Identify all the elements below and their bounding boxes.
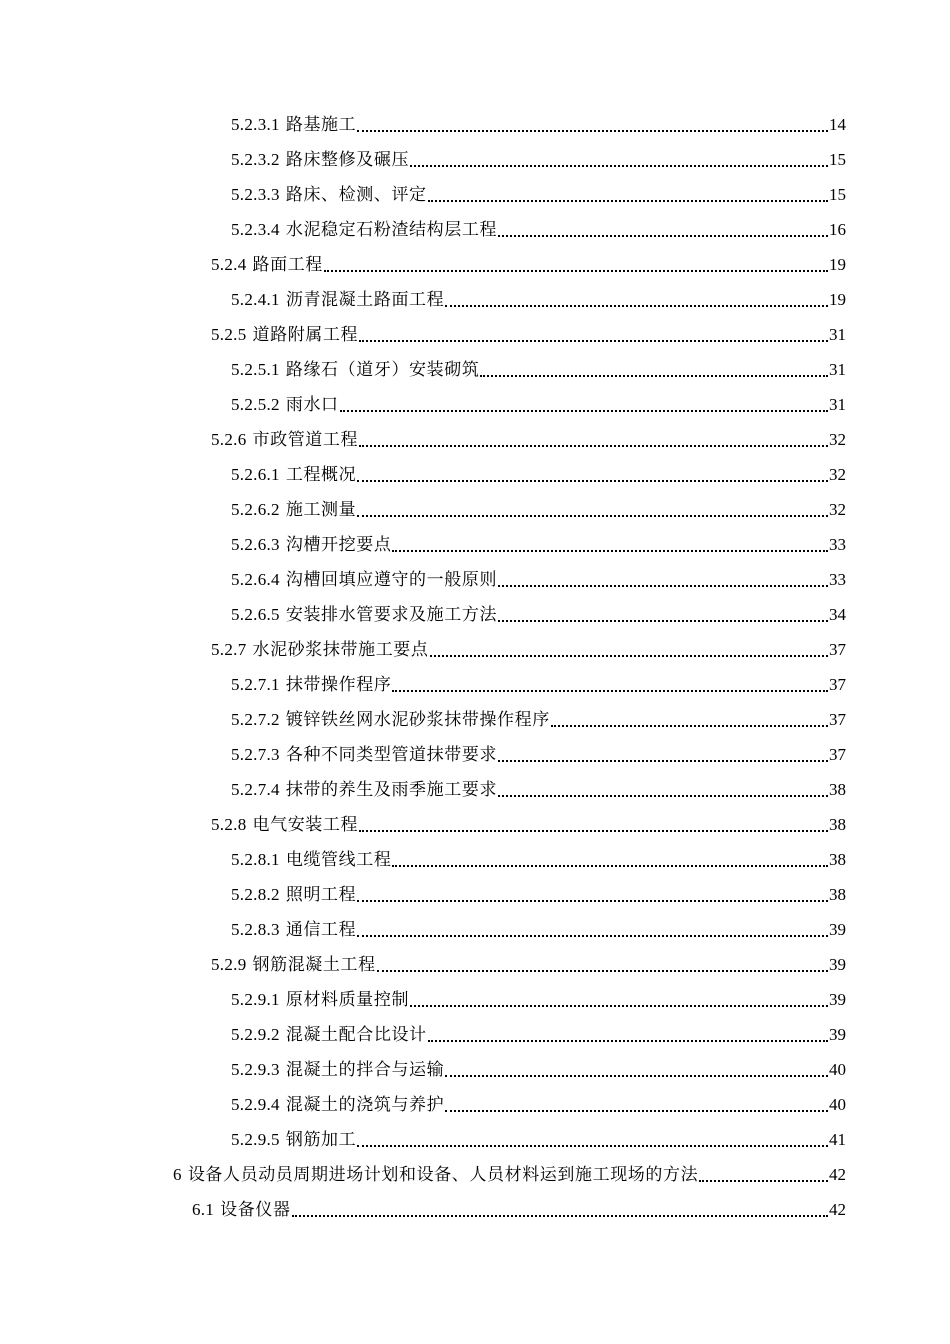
toc-dot-leader bbox=[357, 899, 828, 902]
toc-entry[interactable] bbox=[0, 562, 950, 597]
toc-entry-number: 5.2.8.1 bbox=[231, 850, 280, 869]
toc-entry-number: 5.2.6.5 bbox=[231, 605, 280, 624]
toc-entry-page-number: 37 bbox=[829, 640, 846, 659]
toc-dot-leader bbox=[359, 444, 828, 447]
toc-entry-title: 沟槽回填应遵守的一般原则 bbox=[285, 570, 498, 589]
toc-entry-page-number: 37 bbox=[829, 710, 846, 729]
toc-entry-title: 混凝土配合比设计 bbox=[285, 1025, 427, 1044]
toc-entry-number: 5.2.8.3 bbox=[231, 920, 280, 939]
toc-entry-page-number: 33 bbox=[829, 535, 846, 554]
toc-entry-page-number: 32 bbox=[829, 430, 846, 449]
toc-entry-title: 抹带的养生及雨季施工要求 bbox=[285, 780, 498, 799]
toc-entry[interactable] bbox=[0, 352, 950, 387]
toc-entry[interactable] bbox=[0, 492, 950, 527]
toc-entry-page-number: 19 bbox=[829, 255, 846, 274]
toc-dot-leader bbox=[551, 724, 828, 727]
toc-entry-title: 电缆管线工程 bbox=[285, 850, 392, 869]
toc-entry-page-number: 34 bbox=[829, 605, 846, 624]
toc-entry-title: 电气安装工程 bbox=[252, 815, 359, 834]
toc-entry-page-number: 40 bbox=[829, 1095, 846, 1114]
toc-entry-page-number: 38 bbox=[829, 850, 846, 869]
toc-entry-number: 5.2.9.3 bbox=[231, 1060, 280, 1079]
toc-entry-number: 5.2.7.1 bbox=[231, 675, 280, 694]
toc-entry-number: 5.2.5 bbox=[211, 325, 247, 344]
toc-dot-leader bbox=[324, 269, 828, 272]
toc-entry-number: 5.2.6.3 bbox=[231, 535, 280, 554]
toc-dot-leader bbox=[445, 1074, 828, 1077]
toc-dot-leader bbox=[392, 549, 828, 552]
toc-dot-leader bbox=[430, 654, 829, 657]
toc-entry-title: 照明工程 bbox=[285, 885, 357, 904]
toc-entry[interactable] bbox=[0, 1017, 950, 1052]
toc-entry-number: 5.2.7.4 bbox=[231, 780, 280, 799]
toc-entry[interactable] bbox=[0, 1157, 950, 1192]
toc-dot-leader bbox=[357, 934, 828, 937]
toc-entry-number: 5.2.3.2 bbox=[231, 150, 280, 169]
toc-entry-title: 水泥稳定石粉渣结构层工程 bbox=[285, 220, 498, 239]
toc-entry[interactable] bbox=[0, 212, 950, 247]
toc-dot-leader bbox=[340, 409, 828, 412]
toc-dot-leader bbox=[292, 1214, 828, 1217]
toc-entry-number: 5.2.5.1 bbox=[231, 360, 280, 379]
toc-entry-page-number: 39 bbox=[829, 1025, 846, 1044]
toc-entry-title: 设备仪器 bbox=[220, 1200, 291, 1219]
toc-entry[interactable] bbox=[0, 107, 950, 142]
toc-entry-title: 路面工程 bbox=[252, 255, 323, 274]
toc-dot-leader bbox=[498, 584, 828, 587]
toc-entry-page-number: 32 bbox=[829, 465, 846, 484]
toc-entry-number: 5.2.3.4 bbox=[231, 220, 280, 239]
toc-entry-title: 抹带操作程序 bbox=[285, 675, 392, 694]
toc-entry-number: 5.2.3.1 bbox=[231, 115, 280, 134]
toc-dot-leader bbox=[480, 374, 828, 377]
toc-dot-leader bbox=[410, 164, 828, 167]
toc-entry-page-number: 37 bbox=[829, 675, 846, 694]
toc-dot-leader bbox=[392, 689, 828, 692]
toc-entry[interactable] bbox=[0, 317, 950, 352]
toc-entry-page-number: 31 bbox=[829, 325, 846, 344]
toc-entry-number: 5.2.9.1 bbox=[231, 990, 280, 1009]
toc-dot-leader bbox=[392, 864, 828, 867]
toc-dot-leader bbox=[428, 199, 828, 202]
toc-entry-title: 施工测量 bbox=[285, 500, 357, 519]
toc-entry-number: 5.2.4 bbox=[211, 255, 247, 274]
toc-entry-number: 5.2.9.2 bbox=[231, 1025, 280, 1044]
toc-entry[interactable] bbox=[0, 422, 950, 457]
toc-entry[interactable] bbox=[0, 772, 950, 807]
toc-entry-number: 6 bbox=[173, 1165, 182, 1184]
toc-entry-page-number: 19 bbox=[829, 290, 846, 309]
toc-entry-page-number: 38 bbox=[829, 815, 846, 834]
toc-entry-title: 路缘石（道牙）安装砌筑 bbox=[285, 360, 480, 379]
toc-dot-leader bbox=[377, 969, 828, 972]
toc-entry-title: 路床整修及碾压 bbox=[285, 150, 410, 169]
toc-dot-leader bbox=[357, 514, 828, 517]
toc-entry-number: 5.2.3.3 bbox=[231, 185, 280, 204]
toc-entry-page-number: 39 bbox=[829, 920, 846, 939]
toc-entry-title: 路床、检测、评定 bbox=[285, 185, 427, 204]
toc-entry[interactable] bbox=[0, 807, 950, 842]
toc-entry-title: 设备人员动员周期进场计划和设备、人员材料运到施工现场的方法 bbox=[187, 1165, 699, 1184]
toc-entry-page-number: 38 bbox=[829, 885, 846, 904]
toc-entry[interactable] bbox=[0, 667, 950, 702]
toc-entry[interactable] bbox=[0, 702, 950, 737]
toc-entry[interactable] bbox=[0, 632, 950, 667]
toc-entry-title: 通信工程 bbox=[285, 920, 357, 939]
toc-entry-number: 5.2.6 bbox=[211, 430, 247, 449]
toc-dot-leader bbox=[357, 129, 828, 132]
toc-entry-title: 水泥砂浆抹带施工要点 bbox=[252, 640, 429, 659]
toc-entry-number: 5.2.6.2 bbox=[231, 500, 280, 519]
toc-dot-leader bbox=[428, 1039, 828, 1042]
toc-dot-leader bbox=[445, 304, 828, 307]
toc-entry-page-number: 15 bbox=[829, 185, 846, 204]
toc-entry-title: 镀锌铁丝网水泥砂浆抹带操作程序 bbox=[285, 710, 550, 729]
toc-entry-page-number: 37 bbox=[829, 745, 846, 764]
toc-dot-leader bbox=[699, 1179, 828, 1182]
toc-entry-title: 市政管道工程 bbox=[252, 430, 359, 449]
toc-entry[interactable] bbox=[0, 1087, 950, 1122]
toc-entry-number: 5.2.6.1 bbox=[231, 465, 280, 484]
toc-entry-title: 路基施工 bbox=[285, 115, 357, 134]
toc-entry-title: 混凝土的浇筑与养护 bbox=[285, 1095, 445, 1114]
toc-entry-page-number: 32 bbox=[829, 500, 846, 519]
toc-entry[interactable] bbox=[0, 947, 950, 982]
toc-entry-page-number: 39 bbox=[829, 990, 846, 1009]
toc-entry-page-number: 15 bbox=[829, 150, 846, 169]
toc-entry[interactable] bbox=[0, 1052, 950, 1087]
toc-dot-leader bbox=[498, 794, 828, 797]
toc-dot-leader bbox=[357, 1144, 828, 1147]
toc-dot-leader bbox=[498, 234, 828, 237]
toc-entry-number: 5.2.4.1 bbox=[231, 290, 280, 309]
toc-entry-title: 工程概况 bbox=[285, 465, 357, 484]
toc-dot-leader bbox=[498, 759, 828, 762]
toc-entry[interactable] bbox=[0, 1192, 950, 1227]
toc-entry-number: 5.2.7 bbox=[211, 640, 247, 659]
toc-entry[interactable] bbox=[0, 737, 950, 772]
toc-dot-leader bbox=[498, 619, 828, 622]
toc-entry[interactable] bbox=[0, 177, 950, 212]
toc-entry[interactable] bbox=[0, 247, 950, 282]
toc-entry-title: 各种不同类型管道抹带要求 bbox=[285, 745, 498, 764]
toc-entry-page-number: 16 bbox=[829, 220, 846, 239]
toc-entry[interactable] bbox=[0, 1122, 950, 1157]
toc-entry-title: 安装排水管要求及施工方法 bbox=[285, 605, 498, 624]
toc-entry[interactable] bbox=[0, 912, 950, 947]
toc-entry-number: 5.2.8 bbox=[211, 815, 247, 834]
toc-entry-number: 5.2.9.4 bbox=[231, 1095, 280, 1114]
toc-entry-number: 5.2.5.2 bbox=[231, 395, 280, 414]
toc-entry-page-number: 41 bbox=[829, 1130, 846, 1149]
toc-entry-title: 沥青混凝土路面工程 bbox=[285, 290, 445, 309]
toc-entry-title: 雨水口 bbox=[285, 395, 339, 414]
toc-entry[interactable] bbox=[0, 282, 950, 317]
table-of-contents bbox=[0, 107, 950, 1227]
toc-entry-number: 5.2.9.5 bbox=[231, 1130, 280, 1149]
toc-entry-title: 沟槽开挖要点 bbox=[285, 535, 392, 554]
toc-entry-title: 钢筋混凝土工程 bbox=[252, 955, 376, 974]
toc-entry-page-number: 14 bbox=[829, 115, 846, 134]
toc-entry-number: 5.2.7.2 bbox=[231, 710, 280, 729]
toc-entry-page-number: 33 bbox=[829, 570, 846, 589]
toc-entry-page-number: 31 bbox=[829, 395, 846, 414]
toc-entry[interactable] bbox=[0, 142, 950, 177]
toc-entry-page-number: 42 bbox=[829, 1200, 846, 1219]
toc-entry[interactable] bbox=[0, 527, 950, 562]
toc-entry-number: 5.2.8.2 bbox=[231, 885, 280, 904]
toc-entry-page-number: 40 bbox=[829, 1060, 846, 1079]
toc-entry[interactable] bbox=[0, 982, 950, 1017]
toc-entry-number: 5.2.6.4 bbox=[231, 570, 280, 589]
toc-entry-title: 原材料质量控制 bbox=[285, 990, 410, 1009]
toc-dot-leader bbox=[410, 1004, 828, 1007]
toc-entry[interactable] bbox=[0, 597, 950, 632]
toc-entry-number: 5.2.9 bbox=[211, 955, 247, 974]
toc-entry-title: 混凝土的拌合与运输 bbox=[285, 1060, 445, 1079]
toc-entry[interactable] bbox=[0, 842, 950, 877]
toc-dot-leader bbox=[359, 829, 828, 832]
toc-entry-title: 钢筋加工 bbox=[285, 1130, 357, 1149]
toc-entry-title: 道路附属工程 bbox=[252, 325, 359, 344]
toc-dot-leader bbox=[357, 479, 828, 482]
toc-entry-page-number: 42 bbox=[829, 1165, 846, 1184]
toc-entry[interactable] bbox=[0, 877, 950, 912]
toc-entry-page-number: 31 bbox=[829, 360, 846, 379]
toc-entry-number: 5.2.7.3 bbox=[231, 745, 280, 764]
toc-entry[interactable] bbox=[0, 387, 950, 422]
toc-entry[interactable] bbox=[0, 457, 950, 492]
toc-entry-page-number: 39 bbox=[829, 955, 846, 974]
toc-entry-page-number: 38 bbox=[829, 780, 846, 799]
toc-dot-leader bbox=[445, 1109, 828, 1112]
toc-entry-number: 6.1 bbox=[192, 1200, 215, 1219]
toc-dot-leader bbox=[359, 339, 828, 342]
